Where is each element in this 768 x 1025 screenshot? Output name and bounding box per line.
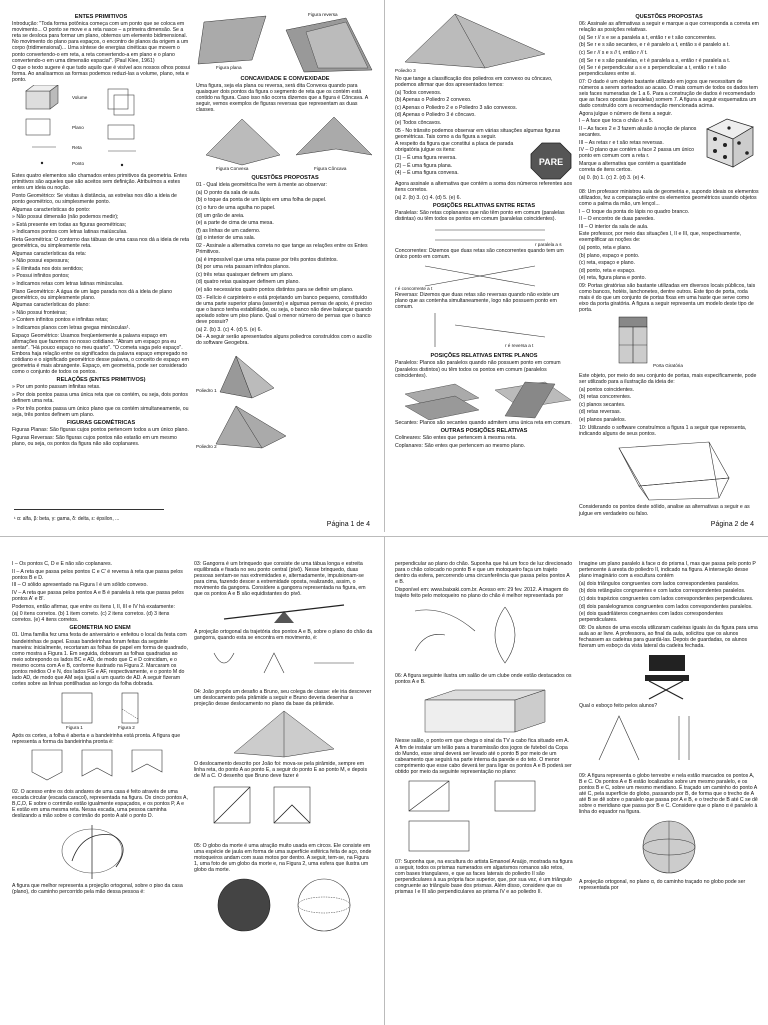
globe-icon [579, 817, 759, 877]
q03-text: 03 - Felício é carpinteiro e está projetando um banco pequeno, constituído de uma parte superior plana (assento) e algumas pernas de apoio, é preciso que o banco tenha estabilidade, ou seja, o banco não deve balançar quando apoiado sobre um piso plano. Qual o menor número de pernas que o banco deve possuir? [196, 294, 372, 325]
enem-q04-text: 04: João propôs um desafio a Bruno, seu colega de classe: ele iria descrever um deslocamento pela pirâmide a seguir e Bruno deveria desenhar a projeção desse deslocamento no plano da base da pirâmide. [194, 688, 372, 708]
q01-item-a: (a) O ponto da sala de aula. [196, 189, 261, 196]
p3-options: (a) 0 itens corretos. (b) 1 item correto. (c) 2 itens corretos. (d) 3 itens corretos. (e) 4 itens corretos. [12, 611, 170, 624]
stop-sign-text: PARE [538, 157, 564, 168]
q01-item-e: (e) a parte de cima de uma mesa. [196, 220, 274, 227]
poliedro-opt-d: (d) Apenas o Poliedro 3 é côncavo. [395, 112, 476, 119]
intro-text-2: O que o texto sugere é que tudo aquilo que é visível aos nossos olhos possui forma. Ao analisarmos as formas podemos reduzi-las a volume, plano, reta e ponto. [12, 65, 190, 84]
label-porta-giratoria: Porta Giratória [653, 363, 683, 368]
convex-concave-figure [196, 115, 374, 173]
q09-opt-c: (c) planos secantes. [579, 401, 626, 408]
q01-item-b: (b) o toque da ponta de um lápis em uma folha de papel. [196, 197, 327, 204]
enem-q02-prompt: A figura que melhor representa a projeção ortogonal, sobre o piso da casa (plano), do caminho percorrido pela mão dessa pessoa é: [12, 882, 183, 895]
entes-par-8: » Não possui espessura; [12, 258, 70, 265]
p4-q05-source: Disponível em: www.baixaki.com.br. Acesso em: 29 fev. 2012. A imagem do trajeto feito pelo motoqueiro no plano do chão é melhor representada por [395, 586, 569, 599]
footnote-rule [14, 509, 164, 510]
q10-text: 10: Utilizando o software construímos a figura 1 a seguir que representa, indicando alguns de seus pontos. [579, 424, 747, 437]
q07-item-5: Marque a alternativa que contém a quantidade correta de itens certos. [579, 160, 687, 174]
q09-text: 09: Portas giratórias são bastante utilizadas em diversos locais públicos, tais como bancos, hotéis, lanchonetes, dentre outros. Este tipo de porta, roda mais é do que um conjunto de portas fixas em uma haste que serve como eixo da porta giratória. A figura a seguir representa um modelo deste tipo de porta. [579, 283, 756, 314]
porta-figure [579, 315, 759, 373]
q02-item-a: (a) é impossível que uma reta passe por três pontos distintos. [196, 256, 338, 263]
q01-item-f: (f) as linhas de um caderno. [196, 227, 261, 234]
q02-item-d: (d) quatro retas quaisquer definem um plano. [196, 279, 300, 286]
footnote-greek: ¹ α: alfa, β: beta, γ: gama, δ: delta, ε: épsilon, ... [14, 516, 120, 522]
reversas-figure [395, 311, 573, 351]
q06-text: 06: Assinale as afirmativas a seguir e marque a que corresponda a correta em relação as posições relativas. [579, 21, 759, 34]
q07-item-4: IV – O plano que contém a face 2 passa um único ponto em comum com a reta r. [579, 147, 695, 160]
label-volume: Volume [72, 95, 88, 101]
q05-intro: A respeito da figura que constitui a placa de parada obrigatória julgue os itens: [395, 141, 514, 154]
entes-par-4: » Está presente em todas as figuras geométricas; [12, 221, 127, 228]
entes-par-7: Algumas características da reta: [12, 250, 87, 257]
salon-options [395, 777, 573, 857]
label-paralela: r paralela a s [535, 241, 562, 247]
page-1 [0, 0, 385, 532]
q07-item-1: I – A face que toca o chão é a 5. [579, 118, 654, 125]
heading-relacoes: RELAÇÕES (ENTES PRIMITIVOS) [56, 377, 146, 384]
enem-q03-prompt: A projeção ortogonal da trajetória dos pontos A e B, sobre o plano do chão da gangorra, quando esta se encontra em movimento, é: [194, 629, 373, 642]
salon-figure [395, 686, 573, 736]
planes-illustration [395, 380, 573, 420]
q07-text: 07: O dado é um objeto bastante utilizado em jogos que necessitam de números a serem sorteados ao acaso. O mais comum de todos os dados tem seis faces numeradas de 1 a 6. Para a construção de dados é recomendado que as faces opostas (paralelas) somem 7. A figura a seguir esquematiza um dado construído com a recomendação mencionada acima. [579, 78, 758, 110]
heading-entes-primitivos: ENTES PRIMITIVOS [74, 14, 128, 20]
q05-items [395, 141, 515, 177]
flag-options [12, 746, 188, 786]
label-reta: Reta [72, 145, 82, 151]
label-ponto: Ponto [72, 161, 85, 167]
q08-intro: Este professor, por meio das situações I, II e III, que, respectivamente, exemplificar as noções de: [579, 231, 742, 244]
concavidade-text: Uma figura, seja ela plana ou reversa, será dita Convexa quando para quaisquer dois pontos da figura o segmento de reta que os contém está contido na figura. Caso isso não ocorra dizemos que a figura é Côncava. A seguir, vemos exemplos de figuras reversas que representam as duas classes. [196, 83, 368, 114]
entes-par-0: Estes quatro elementos são chamados entes primitivos da geometria. Entes primitivos são aqueles que são aceitos sem definição. Atribuímos a estes entes um ideia ou noção. [12, 173, 188, 192]
entes-par-12: Plano Geométrico: A água de um lago parada nos dá a ideia de plano geométrico, ou simplesmente plano. [12, 288, 173, 301]
q02-item-b: (b) por uma reta passam infinitos planos. [196, 264, 290, 271]
q02-text: 02 - Assinale a alternativa correta no que tange as relações entre os Entes Primitivos. [196, 242, 368, 255]
q07-options: (a) 0. (b) 1. (c) 2. (d) 3. (e) 4. [579, 174, 646, 181]
entes-par-14: » Não possui fronteiras; [12, 309, 67, 316]
q07-item-3: III – As retas r e t são retas reversas. [579, 139, 664, 146]
skew-lines-illustration [395, 311, 573, 351]
label-poliedro-2: Poliedro 2 [196, 443, 217, 449]
relacao-0: » Por um ponto passam infinitas retas. [12, 384, 101, 391]
enem-q02-text: 02. O acesso entre os dois andares de uma casa é feito através de uma escada circular (escada caracol), representada na figura. Os cinco pontos A, B,C,D, E sobre o corrimão estão igualmente espaçados, e os pontos P, A e E estão em uma mesma reta. Nessa escada, uma pessoa caminha deslizando a mão sobre o corrimão do ponto A até o ponto D. [12, 788, 188, 819]
entes-par-5: » Indicamos pontos com letras latinas maiúsculas. [12, 229, 128, 236]
entes-illustration [12, 85, 190, 173]
page-2 [385, 0, 768, 532]
p4-q09-text: 09: A figura representa o globo terrestre e nela estão marcados os pontos A, B e C. Os pontos A e B estão localizados sobre um mesmo paralelo, e os pontos B e C, sobre um mesmo meridiano. É traçado um caminho do ponto A até C, pela superfície do globo, passando por B, de forma que o trecho de A até B se dê sobre o paralelo que passa por A e B, e o trecho de B até C se dê sobre o meridiano que passa por B e C. Considere que o plano α é paralelo à linha do equador na figura. [579, 772, 758, 816]
poliedro-opt-a: (a) Todos convexos. [395, 89, 442, 96]
q08-opt-a: (a) ponto, reta e plano. [579, 245, 632, 252]
p3-item-3: III – O sólido apresentado na Figura I é um sólido convexo. [12, 582, 148, 589]
q02-item-e: (e) são necessários quatro pontos distintos para se definir um plano. [196, 286, 354, 293]
revolving-door-icon [579, 315, 759, 367]
heading-figuras: FIGURAS GEOMÉTRICAS [66, 419, 136, 426]
figuras-reversas: Figuras Reversas: São figuras cujos pontos não estarão em um mesmo plano, ou seja, os pontos da figura não são coplanares. [12, 434, 177, 447]
entes-par-13: Algumas características do plano: [12, 302, 90, 309]
page2-left-column [395, 12, 573, 451]
entes-par-3: » Não possui dimensão (não podemos medir); [12, 214, 119, 221]
q06-item-e: (e) Se r é perpendicular a s e s perpendicular a t, então r e t são perpendiculares entre si. [579, 65, 727, 78]
label-reversa: r é reversa a t [505, 343, 534, 349]
label-poliedro-3: Poliedro 3 [395, 68, 416, 73]
q01-item-c: (c) o furo de uma agulha no papel. [196, 204, 276, 211]
q03-options: (a) 2. (b) 3. (c) 4. (d) 5. (e) 6. [196, 326, 263, 333]
flag-folding-illustration [12, 689, 188, 733]
label-figura-2: Figura 2 [118, 724, 135, 730]
chair-icon [579, 651, 759, 701]
q04-text: 04 - A seguir serão apresentados alguns poliedros construídos com o auxílio do software Geogebra. [196, 334, 372, 347]
pyramid-options [194, 781, 374, 841]
q08-item-1: I – O toque da ponta do lápis no quadro branco. [579, 208, 690, 215]
q01-item-d: (d) um grão de areia. [196, 212, 245, 219]
page3-right-column [194, 561, 374, 937]
entes-par-17: Espaço Geométrico: Usamos freqüentemente a palavra espaço em afirmações que fazemos no nosso cotidiano. "Abram um espaço pra eu sentar". "Há pouco espaço no meu quarto". "O cometa vaga pelo espaço". Embora haja relação entre os significados da palavra espaço empregado no cotidiano e o significado geométrico desse palavra, o conceito de espaço em geometria é mais abrangente. Espaço, em geometria, pode ser considerado como o conjunto de todos os pontos. [12, 332, 189, 376]
q06-item-d: (d) Se r e s são paralelas, e t é paralela a s, então r é paralela a t. [579, 57, 731, 64]
q10-instruction: Considerando os pontos deste sólido, analise as alternativas a seguir e as julgue em verdadeiro ou falso. [579, 504, 750, 517]
entes-par-2: Algumas características do ponto: [12, 206, 91, 213]
seesaw-figure [194, 599, 374, 627]
p4-q09-prompt: A projeção ortogonal, no plano α, do caminho traçado no globo pode ser representada por [579, 878, 746, 891]
convex-concave-illustration [196, 115, 374, 173]
seesaw-options [194, 643, 374, 687]
q06-item-c: (c) Se r // s e s // t, então r // t. [579, 49, 648, 56]
page-footer-1: Página 1 de 4 [326, 521, 370, 528]
q01-text: 01 - Qual ideia geométrica lhe vem à mente ao observar: [196, 182, 327, 189]
dice-icon [701, 115, 759, 171]
page4-left-column [395, 561, 573, 897]
q05-item-1: (1) – É uma figura reversa. [395, 155, 457, 162]
stop-sign-icon [529, 141, 573, 181]
p4-opt-e: (e) dois quadriláteros congruentes com lados correspondentes perpendiculares. [579, 611, 723, 624]
entes-par-16: » Indicamos planos com letras gregas minúsculas¹. [12, 325, 130, 331]
q05-text: 05 - No trânsito podemos observar em várias situações algumas figuras geométricas. Tais como a da figura a seguir. [395, 127, 561, 140]
p4-q05-continue: perpendicular ao plano do chão. Suponha que há um foco de luz direcionado para o chão colocado no ponto B e que um motoqueiro faça um trajeto dentro da esfera, percorrendo uma circunferência que passa pelos pontos A e B. [395, 561, 573, 586]
label-poliedro-1: Poliedro 1 [196, 387, 217, 393]
paralelas-figure [395, 224, 573, 248]
page3-left-column [12, 561, 188, 896]
entes-par-11: » Indicamos retas com letras latinas minúsculas. [12, 280, 124, 287]
label-figura-convexa: Figura Convexa [216, 166, 249, 172]
entes-par-1: Ponto Geométrico: Se visitas à distância, as estrelas nos dão a ideia de ponto geométrico, ou simplesmente ponto. [12, 192, 177, 205]
p3-item-4: IV – A reta que passa pelos pontos A e B é paralela à reta que passa pelos pontos A' e B'. [12, 589, 184, 602]
entes-par-6: Reta Geométrica: O contorno das tábuas de uma casa nos dá a ideia de reta geométrica, ou simplesmente reta. [12, 236, 190, 249]
p3-conclusion: Podemos, então afirmar, que entre os itens I, II, III e IV há exatamente: [12, 603, 175, 610]
p4-opt-a: (a) dois triângulos congruentes com lados correspondentes paralelos. [579, 580, 740, 587]
relacao-2: » Por três pontos passa um único plano que os contém simultaneamente, ou seja, três pontos definem um plano. [12, 405, 189, 418]
page1-left-column [12, 12, 190, 448]
poliedro-opt-c: (c) Apenas o Poliedro 2 e o Poliedro 3 são convexos. [395, 104, 517, 111]
p4-q06-text: 06: A figura seguinte ilustra um salão de um clube onde estão destacados os pontos A e B. [395, 672, 572, 685]
q09-opt-e: (e) planos paralelos. [579, 417, 627, 424]
dice-block [579, 111, 759, 189]
page-4 [385, 536, 768, 1025]
enem-q04-prompt: O deslocamento descrito por João foi: mova-se pela pirâmide, sempre em linha reta, do ponto A ao ponto E, a seguir do ponto E ao ponto M, e depois de M a C. O desenho que Bruno deve fazer é [194, 760, 368, 779]
q07-item-2: II – As faces 2 e 3 fazem alusão à noção de planos secantes. [579, 126, 697, 139]
p4-q07-text: 07: Suponha que, na escultura do artista Emanoel Araújo, mostrada na figura a seguir, todos os prismas numerados em algarismos romanos são retos, com bases triangulares, e que as faces laterais do poliedro II são perpendiculares à sua própria face superior, que, por sua vez, é um triângulo congruente ao triângulo base dos prismas. Além disso, considere que os prismas I e III são perpendiculares ao prisma IV e ao poliedro II. [395, 858, 573, 896]
p4-right-top: Imagine um plano paralelo à face α do prisma I, mas que passa pelo ponto P pertencente à aresta do poliedro II, indicado na figura. A interseção desse plano imaginário com a escultura contém [579, 561, 756, 580]
p4-opt-c: (c) dois trapézios congruentes com lados correspondentes perpendiculares. [579, 595, 754, 602]
q09-opt-a: (a) pontos coincidentes. [579, 386, 635, 393]
reversas-text: Reversas: Dizemos que duas retas são reversas quando não existe um plano que as contenha simultaneamente, logo não possuem ponto em comum. [395, 291, 560, 310]
chair-options [579, 710, 759, 770]
heading-questoes-p2: QUESTÕES PROPOSTAS [635, 14, 703, 20]
page-footer-2: Página 2 de 4 [710, 521, 754, 528]
q08-item-2: II – O encontro de duas paredes. [579, 216, 655, 223]
q07-items [579, 111, 697, 182]
label-figura-1: Figura 1 [66, 724, 83, 730]
poliedros-figure [196, 348, 374, 456]
label-plano: Plano [72, 125, 84, 131]
enem-q03-text: 03: Gangorra é um brinquedo que consiste de uma tábua longa e estreita equilibrada e fixada no seu ponto central (pivô). Nesse brinquedo, duas pessoas sentam-se nas extremidades e, alternadamente, impulsionam-se para cima, fazendo descer a extremidade oposta, realizando, assim, o movimento da gangorra. Considere a gangorra representada na figura, em que os pontos A e B são equidistantes do pivô. [194, 561, 366, 598]
p4-q08-text: 08: Os alunos de uma escola utilizaram cadeiras iguais às da figura para uma aula ao ar livre. A professora, ao final da aula, solicitou que os alunos fechassem as cadeiras para guardá-las. Depois de guardadas, os alunos fizeram um esboço da vista lateral da cadeira fechada. [579, 624, 758, 650]
poliedro3-figure [395, 12, 573, 76]
q09-opt-d: (d) retas reversas. [579, 409, 622, 416]
heading-questoes-p1: QUESTÕES PROPOSTAS [251, 175, 319, 182]
figuras-planas: Figuras Planas: São figuras cujos pontos pertencem todos a um único plano. [12, 426, 189, 433]
q02-item-c: (c) três retas quaisquer definem um plano. [196, 271, 294, 278]
globe-options [395, 601, 573, 671]
pare-sign-block [395, 141, 573, 181]
heading-posicoes-planos: POSIÇÕES RELATIVAS ENTRE PLANOS [430, 353, 538, 360]
planos-paralelos-text: Paralelos: Planos são paralelos quando não possuem ponto em comum (paralelos distintos) ou têm todos os pontos em comum (paralelos coincidentes). [395, 360, 561, 379]
pyramid-figure [194, 709, 374, 759]
q08-opt-c: (c) reta, espaço e plano. [579, 260, 635, 267]
poliedro3-illustration [395, 12, 573, 76]
relacao-1: » Por dois pontos passa uma única reta que os contém, ou seja, dois pontos definem uma reta. [12, 391, 188, 405]
coplanares-text: Coplanares: São entes que pertencem ao mesmo plano. [395, 443, 526, 450]
flag-folding-figure [12, 689, 188, 733]
entes-par-15: » Contem infinitos pontos e infinitas retas; [12, 317, 109, 324]
label-figura-reversa: Figura reversa [308, 12, 338, 17]
heading-concavidade: CONCAVIDADE E CONVEXIDADE [240, 76, 330, 82]
page4-right-column [579, 561, 759, 892]
q09-opt-b: (b) retas concorrentes. [579, 394, 632, 401]
page1-right-column [196, 12, 374, 456]
label-concorrente: r é concorrente a t [395, 285, 433, 291]
q08-opt-e: (e) reta, figura plana e ponto. [579, 275, 646, 282]
poliedro-opt-e: (e) Todos côncavos. [395, 120, 442, 127]
intro-text: Introdução: "Toda forma potônica começa com um ponto que se coloca em movimento... O ponto se move e a reta nasce – a primeira dimensão. Se a reta se desloca para formar um plano, obtemos um elemento bidimensional. No movimento do plano para espaços, o encontro de planos da origem a um corpo (tridimensional)... Uma síntese de energias cinéticas que movem o ponto convertendo-o em reta, a reta convertendo-a em plano e o plano convertendo-o em uma dimensão espacial". (Paul Klee, 1961) [12, 21, 189, 64]
enem-q05-text: 05: O globo da morte é uma atração muito usada em circos. Ele consiste em uma espécie de jaula em forma de uma superfície esférica feita de aço, onde motoqueiros andam com suas motos por dentro. A seguir, tem-se, na Figura 1, uma foto de um globo da morte e, na Figura 2, uma esfera que ilustra um globo da morte. [194, 842, 372, 874]
q06-item-b: (b) Se r e s são secantes, e r é paralelo a t, então s é paralelo a t. [579, 42, 730, 49]
page-3 [0, 536, 385, 1025]
heading-geometria-enem: GEOMETRIA NO ENEM [69, 625, 131, 632]
q06-item-a: (a) Se r // s e se a paralela a t, então r e t são concorrentes. [579, 34, 717, 41]
p4-opt-d: (d) dois paralelogramos congruentes com lados correspondentes paralelos. [579, 603, 753, 610]
enem-q01-text: 01. Uma família fez uma festa de aniversário e enfeitou o local da festa com bandeirinhas de papel. Essas bandeirinhas foram feitas da seguinte maneira: inicialmente, recortaram as folhas de papel em forma de quadrado, como mostra a Figura 1. Em seguida, dobraram as folhas quadradas ao meio sobrepondo os lados BC e AD, de modo que C e D coincidam, e o mesmo ocorra com A e B, conforme ilustrado na Figura 2. Marcaram os pontos médios O e N, dos lados FG e AF, respectivamente, e o ponto M do lado AD, de modo que AM seja igual a um quarto de AD. A seguir fizeram cortes sobre as linhas pontilhadas ao longo da folha dobrada. [12, 632, 188, 688]
q05-instruction: Agora assinale a alternativa que contém a soma dos números referentes aos itens corretos. [395, 181, 573, 194]
poliedro-opt-b: (b) Apenas o Poliedro 2 convexo. [395, 97, 472, 104]
q08-item-3: III – O interior da sala de aula. [579, 223, 649, 230]
secantes-text: Secantes: Planos são secantes quando admitem uma única reta em comum. [395, 420, 572, 427]
q08-opt-b: (b) plano, espaço e ponto. [579, 252, 640, 259]
entes-figure [12, 85, 190, 173]
p4-opt-b: (b) dois retângulos congruentes e com lados correspondentes paralelos. [579, 588, 746, 595]
label-figura-concava: Figura Côncava [314, 166, 347, 172]
q09-intro: Este objeto, por meio do seu conjunto de portas, mais especificamente, pode ser utilizado para a ilustração da ideia de: [579, 373, 757, 386]
q08-text: 08: Um professor ministrou aula de geometria e, supondo ideais os elementos utilizados, fez a comparação entre os elementos geométricos usando objetos como a palma da mão, um lençol... [579, 188, 759, 207]
p4-q08-prompt: Qual o esboço feito pelos alunos? [579, 702, 658, 709]
p3-item-2: II – A reta que passa pelos pontos C e C' é reversa à reta que passa pelos pontos B e D. [12, 568, 183, 581]
q07-intro: Agora julgue o número de itens a seguir. [579, 110, 673, 117]
q08-opt-d: (d) ponto, reta e espaço. [579, 267, 636, 274]
paralelas-text: Paralelas: São retas coplanares que não têm ponto em comum (paralelas distintas) ou têm todos os pontos em comum (paralelas coincidentes). [395, 210, 565, 223]
q01-item-g: (g) o interior de uma sala. [196, 235, 256, 242]
q05-options: (a) 2. (b) 3. (c) 4. (d) 5. (e) 6. [395, 195, 462, 202]
planos-figure [395, 380, 573, 420]
spiral-staircase-figure [12, 821, 188, 881]
poliedros-illustration [196, 348, 374, 456]
enem-q01-prompt: Após os cortes, a folha é aberta e a bandeirinha está pronta. A figura que representa a forma da bandeirinha pronta é: [12, 732, 181, 745]
entes-par-9: » É ilimitada nos dois sentidos; [12, 265, 84, 272]
q05-item-4: (4) – É uma figura convexa. [395, 170, 459, 177]
page2-right-column [579, 12, 759, 518]
colineares-text: Colineares: São entes que pertencem à mesma reta. [395, 435, 517, 442]
entes-par-10: » Possui infinitos pontos; [12, 273, 70, 280]
plana-reversa-figure [196, 12, 374, 74]
p3-item-1: I – Os pontos C, D e E não são coplanares. [12, 561, 113, 567]
p4-q06-prompt: Nesse salão, o ponto em que chega o sinal da TV a cabo fica situado em A. A fim de instalar um telão para a transmissão dos jogos de futebol da Copa do Mundo, esse sinal deverá ser levado até o ponto B por meio de um cabeamento que seguirá na parte interna da parede e do teto. O menor comprimento que esse cabo deverá ter para ligar os pontos A e B poderá ser obtido por meio da seguinte representação no plano: [395, 738, 572, 775]
heading-posicoes-retas: POSIÇÕES RELATIVAS ENTRE RETAS [432, 203, 536, 210]
globe-of-death-figure [194, 875, 374, 935]
label-figura-plana: Figura plana [216, 65, 242, 70]
poliedro-question: No que tange a classificação dos poliedros em convexo ou côncavo, podemos afirmar que dos apresentados temos: [395, 76, 553, 89]
solid-figure [579, 438, 759, 502]
concorrentes-figure [395, 262, 573, 292]
heading-outras-posicoes: OUTRAS POSIÇÕES RELATIVAS [440, 428, 528, 435]
q05-item-2: (2) – É uma figura plana. [395, 162, 453, 169]
concorrentes-text: Concorrentes: Dizemos que duas retas são concorrentes quando tem um único ponto em comum. [395, 247, 564, 260]
